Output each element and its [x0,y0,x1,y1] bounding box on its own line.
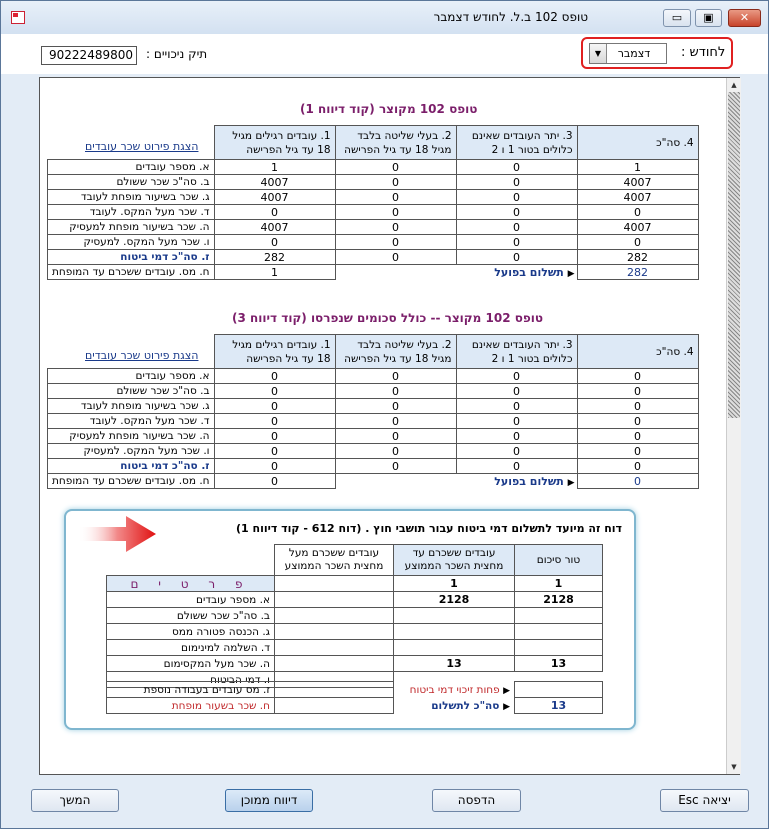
form3-col4-header: 4. סה"כ [577,335,698,369]
table-row: ד. שכר מעל המקס. לעובד 0 0 0 0 [48,414,699,429]
month-select-value: דצמבר [617,47,651,60]
total-payment-value: 13 [515,698,603,714]
table-row: ד. שכר מעל המקס. לעובד 0 0 0 0 [48,205,699,220]
report-612-box [64,509,636,730]
chevron-down-icon[interactable]: ▼ [590,44,607,63]
close-button[interactable]: ✕ [728,9,761,27]
computerized-report-button[interactable]: דיווח ממוכן [225,789,313,812]
insurance-credit-field[interactable] [515,682,603,698]
table-row: ב. סה"כ שכר ששולם 4007 0 0 4007 [48,175,699,190]
table-row: ו. דמי הביטוח [107,672,603,688]
form1-col3-header: 3. יתר העובדים שאינם כלולים בטור 1 ו 2 [456,126,577,160]
form3-col1-header: 1. עובדים רגילים מגיל 18 עד גיל הפרישה [214,335,335,369]
table-row: ג. שכר בשיעור מופחת לעובד 4007 0 0 4007 [48,190,699,205]
table-row: א. מספר עובדים 1 0 0 1 [48,160,699,175]
form3-actual-payment-label: ▶ תשלום בפועל [494,474,575,488]
play-icon: ▶ [567,477,575,488]
col-upto-half-header: עובדים ששכרם עד מחצית השכר הממוצע [394,545,515,576]
table-row: ז. סה"כ דמי ביטוח 282 0 0 282 [48,250,699,265]
total-payment-label: ▶ סה"כ לתשלום [431,699,510,712]
file-number-field[interactable]: 90222489800 [41,46,137,65]
month-select[interactable] [589,43,667,64]
table-row: א. מספר עובדים 2128 2128 [107,592,603,608]
maximize-button[interactable]: ▣ [695,9,722,27]
col-above-half-header: עובדים ששכרם מעל מחצית השכר הממוצע [275,545,394,576]
extra-workers-field[interactable] [275,682,394,698]
scrollbar-thumb[interactable] [728,92,740,418]
col-total-header: טור סיכום [515,545,603,576]
table-row: ה. שכר בשיעור מופחת למעסיק 4007 0 0 4007 [48,220,699,235]
form3-col2-header: 2. בעלי שליטה בלבד מגיל 18 עד גיל הפרישה [335,335,456,369]
play-icon: ▶ [503,685,510,696]
form1-actual-payment-value[interactable]: 282 [577,265,698,280]
report-612-totals [106,681,603,714]
scroll-down-icon[interactable]: ▼ [731,763,737,771]
form3-col3-header: 3. יתר העובדים שאינם כלולים בטור 1 ו 2 [456,335,577,369]
play-icon: ▶ [567,268,575,279]
extra-workers-label: ז. מס עובדים בעבודה נוספת [107,682,275,698]
form1-col4-header: 4. סה"כ [577,126,698,160]
form1-employee-details-link[interactable]: הצגת פירוט שכר עובדים [85,140,199,153]
window-title: טופס 102 ב.ל. לחודש דצמבר [433,10,588,24]
report-612-table: עובדים ששכרם מעל מחצית השכר הממוצע עובדים ששכרם עד מחצית השכר הממוצע טור סיכום פ ר ט י ם 1 1 א. מספר עובדים 2128 2128 ב. סה"כ שכר ששולם ג. הכנסה פטורה ממס ד. השלמה למינימום ה. שכר מעל המקסימום 13 13 ו. דמי הביטוח [106,544,603,688]
table-row: ג. הכנסה פטורה ממס [107,624,603,640]
header-row [1,34,768,74]
table-row: ו. שכר מעל המקס. למעסיק 0 0 0 0 [48,235,699,250]
form1-col1-header: 1. עובדים רגילים מגיל 18 עד גיל הפרישה [214,126,335,160]
app-icon [11,11,25,24]
title-bar [1,1,768,34]
play-icon: ▶ [503,701,510,712]
table-row: ה. שכר מעל המקסימום 13 13 [107,656,603,672]
table-row: ה. שכר בשיעור מופחת למעסיק 0 0 0 0 [48,429,699,444]
scroll-up-icon[interactable]: ▲ [731,81,737,89]
form3-actual-payment-value[interactable]: 0 [577,474,698,489]
form3-title: טופס 102 מקוצר -- כולל סכומים שנפרסו (קוד דיווח 3) [232,311,544,325]
report-612-title: דוח זה מיועד לתשלום דמי ביטוח עבור תושבי חוץ . (דוח 612 - קוד דיווח 1) [236,522,622,535]
form3-employee-details-link[interactable]: הצגת פירוט שכר עובדים [85,349,199,362]
form1-title: טופס 102 מקוצר (קוד דיווח 1) [300,102,478,116]
insurance-credit-label: ▶ פחות זיכוי דמי ביטוח [409,683,510,696]
table-row: ח. מס. עובדים ששכרם עד המופחת 1 ▶ תשלום בפועל 282 [48,265,699,280]
table-row: ו. שכר מעל המקס. למעסיק 0 0 0 0 [48,444,699,459]
vertical-scrollbar[interactable] [726,78,741,774]
reduced-rate-label: ח. שכר בשעור מופחת [107,698,275,714]
table-row: ג. שכר בשיעור מופחת לעובד 0 0 0 0 [48,399,699,414]
form1-table [47,125,699,280]
file-number-label: תיק ניכויים : [146,47,208,61]
table-row: ד. השלמה למינימום [107,640,603,656]
next-button[interactable]: המשך [31,789,119,812]
table-row: א. מספר עובדים 0 0 0 0 [48,369,699,384]
print-button[interactable]: הדפסה [432,789,521,812]
form3-table [47,334,699,489]
form1-actual-payment-label: ▶ תשלום בפועל [494,265,575,279]
details-header: פ ר ט י ם [107,576,275,592]
minimize-button[interactable]: ▭ [663,9,691,27]
table-row: ז. סה"כ דמי ביטוח 0 0 0 0 [48,459,699,474]
table-row: ב. סה"כ שכר ששולם [107,608,603,624]
form1-col2-header: 2. בעלי שליטה בלבד מגיל 18 עד גיל הפרישה [335,126,456,160]
reduced-rate-field[interactable] [275,698,394,714]
table-row: ב. סה"כ שכר ששולם 0 0 0 0 [48,384,699,399]
exit-button[interactable]: יציאה Esc [660,789,749,812]
month-label: לחודש : [681,45,726,60]
table-row: ח. מס. עובדים ששכרם עד המופחת 0 ▶ תשלום בפועל 0 [48,474,699,489]
